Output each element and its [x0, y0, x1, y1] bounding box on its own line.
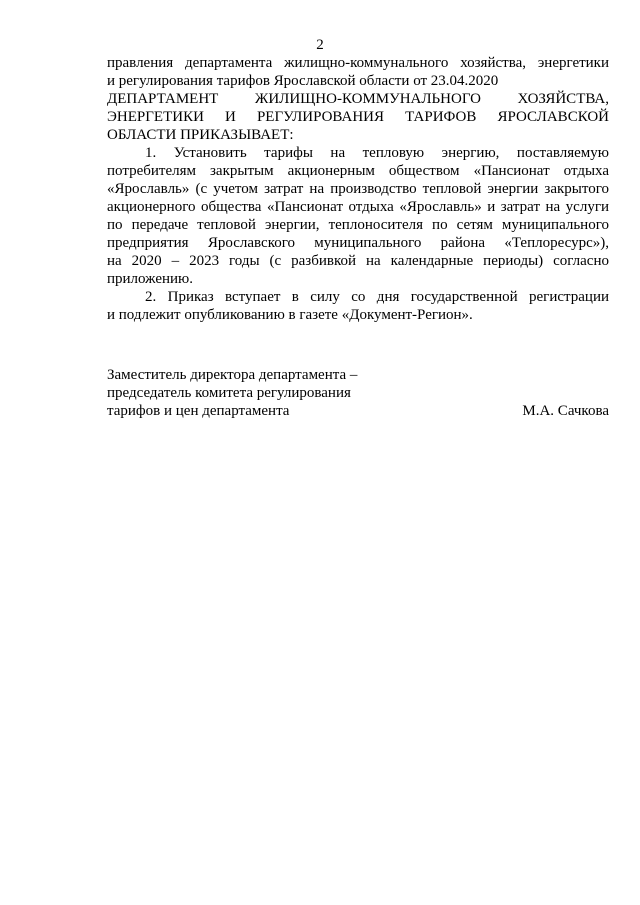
intro-line-2: и регулирования тарифов Ярославской области от 23.04.2020: [107, 73, 499, 89]
item1-line-4: акционерного общества «Пансионат отдыха «Ярославль» и затрат на услуги: [107, 199, 609, 215]
signatory-name: М.А. Сачкова: [522, 403, 609, 419]
item2-line-2: и подлежит опубликованию в газете «Документ-Регион».: [107, 307, 473, 323]
document-body: [107, 54, 609, 324]
item1-line-8: приложению.: [107, 271, 194, 287]
item1-line-3: «Ярославль» (с учетом затрат на производство тепловой энергии закрытого: [107, 181, 609, 197]
order-item-1: [107, 144, 609, 288]
heading-line-2: ЭНЕРГЕТИКИ И РЕГУЛИРОВАНИЯ ТАРИФОВ ЯРОСЛАВСКОЙ: [107, 109, 609, 125]
signature-title-line-3: тарифов и цен департамента: [107, 403, 290, 419]
item1-line-5: по передаче тепловой энергии, теплоносителя по сетям муниципального: [107, 217, 609, 233]
intro-line-1: правления департамента жилищно-коммунального хозяйства, энергетики: [107, 55, 609, 71]
signature-row: [107, 402, 609, 420]
signature-title-line-2: председатель комитета регулирования: [107, 385, 351, 401]
signature-title-line-1: Заместитель директора департамента –: [107, 367, 358, 383]
item1-line-1: 1. Установить тарифы на тепловую энергию, поставляемую: [145, 145, 609, 161]
page-number: 2: [316, 37, 324, 53]
heading-line-3: ОБЛАСТИ ПРИКАЗЫВАЕТ:: [107, 127, 294, 143]
intro-paragraph: [107, 54, 609, 90]
item1-line-2: потребителям закрытым акционерным обществом «Пансионат отдыха: [107, 163, 609, 179]
item2-line-1: 2. Приказ вступает в силу со дня государственной регистрации: [145, 289, 609, 305]
order-item-2: [107, 288, 609, 324]
item1-line-6: предприятия Ярославского муниципального района «Теплоресурс»),: [107, 235, 609, 251]
item1-line-7: на 2020 – 2023 годы (с разбивкой на календарные периоды) согласно: [107, 253, 609, 269]
order-heading: [107, 90, 609, 144]
heading-line-1: ДЕПАРТАМЕНТ ЖИЛИЩНО-КОММУНАЛЬНОГО ХОЗЯЙСТВА,: [107, 91, 609, 107]
signature-block: [107, 366, 609, 420]
